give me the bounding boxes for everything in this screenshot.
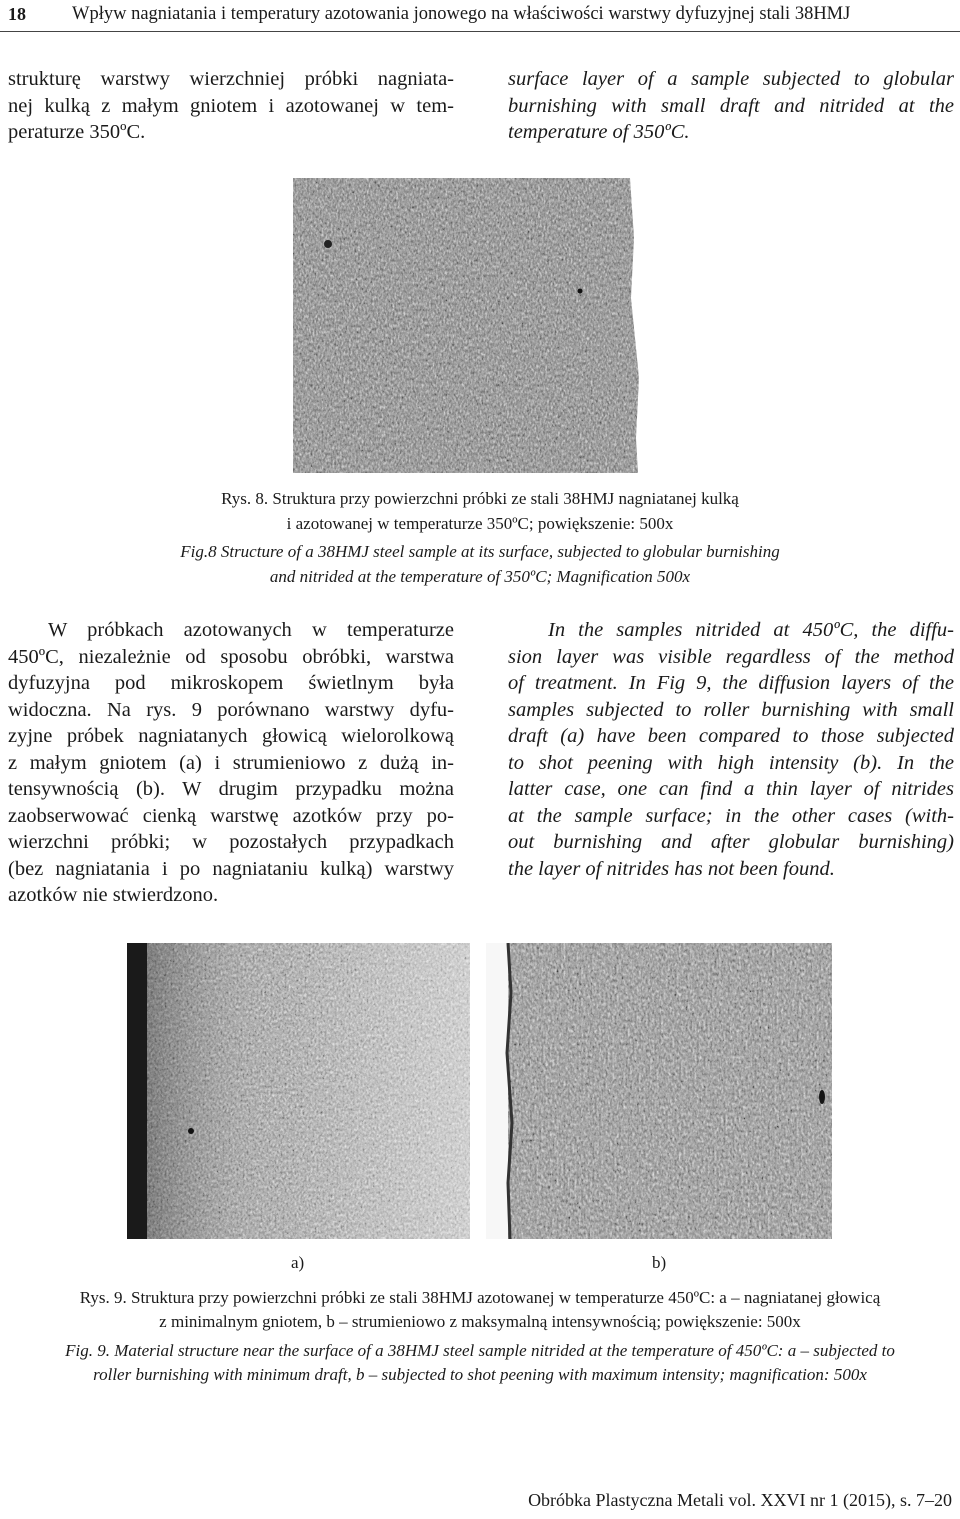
text-line: (bez nagniatania i po nagniataniu kulką) warstwy [8, 857, 454, 880]
text-line: azotków nie stwierdzono. [8, 884, 219, 906]
fig9-caption-english-line1: Fig. 9. Material structure near the surface of a 38HMJ steel sample nitrided at the temperature of 450ºC: a – subjected to [65, 1341, 895, 1360]
text-line: to shot peening with high intensity (b). In the [508, 751, 954, 774]
fig8-caption-english-line2: and nitrided at the temperature of 350ºC; Magnification 500x [269, 567, 691, 586]
page-header [0, 0, 960, 34]
text-line: W próbkach azotowanych w temperaturze [48, 619, 454, 641]
text-line: the layer of nitrides has not been found. [508, 857, 835, 880]
text-line: of treatment. In Fig 9, the diffusion layers of the [508, 672, 954, 694]
text-line: In the samples nitrided at 450ºC, the diffu- [548, 619, 954, 641]
fig9-caption-english-line2: roller burnishing with minimum draft, b – subjected to shot peening with maximum intensity; magnification: 500x [93, 1365, 867, 1384]
text-line: z małym gniotem (a) i strumieniowo z dużą in- [8, 751, 454, 774]
fig9a-micrograph [127, 943, 470, 1239]
text-line: temperature of 350ºC. [508, 121, 690, 143]
fig9-caption-polish-line1: Rys. 9. Struktura przy powierzchni próbki ze stali 38HMJ azotowanej w temperaturze 450ºC: a – nagniatanej głowicą [79, 1288, 881, 1307]
fig8-caption-polish-line1: Rys. 8. Struktura przy powierzchni próbki ze stali 38HMJ nagniatanej kulką [221, 489, 739, 508]
text-line: wierzchni próbki; w pozostałych przypadkach [8, 831, 454, 853]
text-line: out burnishing and after globular burnishing) [508, 831, 954, 853]
text-line: surface layer of a sample subjected to globular [508, 68, 954, 90]
fig8-caption-polish-line2: i azotowanej w temperaturze 350ºC; powiększenie: 500x [286, 514, 674, 533]
text-line: sion layer was visible regardless of the method [508, 645, 954, 668]
text-line: widoczna. Na rys. 9 porównano warstwy dyfu- [8, 698, 454, 721]
text-line: zyjne próbek nagniatanych głowicą wielorolkową [8, 725, 454, 747]
text-line: draft (a) have been compared to those subjected [508, 725, 954, 747]
fig8-micrograph [293, 178, 650, 473]
page-number: 18 [8, 4, 26, 24]
fig8-caption-english-line1: Fig.8 Structure of a 38HMJ steel sample at its surface, subjected to globular burnishing [180, 542, 780, 561]
body-text-polish [8, 617, 454, 909]
body-text-english [508, 617, 954, 882]
top-text-english [508, 66, 954, 146]
text-line: 450ºC, niezależnie od sposobu obróbki, warstwa [8, 645, 454, 668]
running-title: Wpływ nagniatania i temperatury azotowania jonowego na właściwości warstwy dyfuzyjnej stali 38HMJ [72, 4, 851, 24]
fig9-caption-polish-line2: z minimalnym gniotem, b – strumieniowo z maksymalną intensywnością; powiększenie: 500x [159, 1312, 801, 1331]
text-line: zaobserwować cienką warstwę azotków przy po- [8, 804, 454, 827]
fig9b-micrograph [486, 943, 832, 1239]
journal-footer: Obróbka Plastyczna Metali vol. XXVI nr 1 (2015), s. 7–20 [528, 1490, 952, 1510]
text-line: latter case, one can find a thin layer of nitrides [508, 778, 954, 800]
text-line: dyfuzyjna pod mikroskopem świetlnym była [8, 672, 454, 694]
header-rule [0, 31, 960, 32]
text-line: at the sample surface; in the other cases (with- [508, 804, 954, 827]
top-text-polish [8, 66, 454, 146]
text-line: burnishing with small draft and nitrided at the [508, 94, 954, 117]
text-line: nej kulką z małym gniotem i azotowanej w tem- [8, 94, 454, 117]
text-line: tensywnością (b). W drugim przypadku można [8, 778, 454, 800]
text-line: samples subjected to roller burnishing with small [508, 698, 954, 721]
text-line: peraturze 350ºC. [8, 121, 146, 143]
fig9b-label: b) [652, 1253, 667, 1272]
text-line: strukturę warstwy wierzchniej próbki nagniata- [8, 68, 454, 90]
fig9a-label: a) [291, 1253, 305, 1272]
